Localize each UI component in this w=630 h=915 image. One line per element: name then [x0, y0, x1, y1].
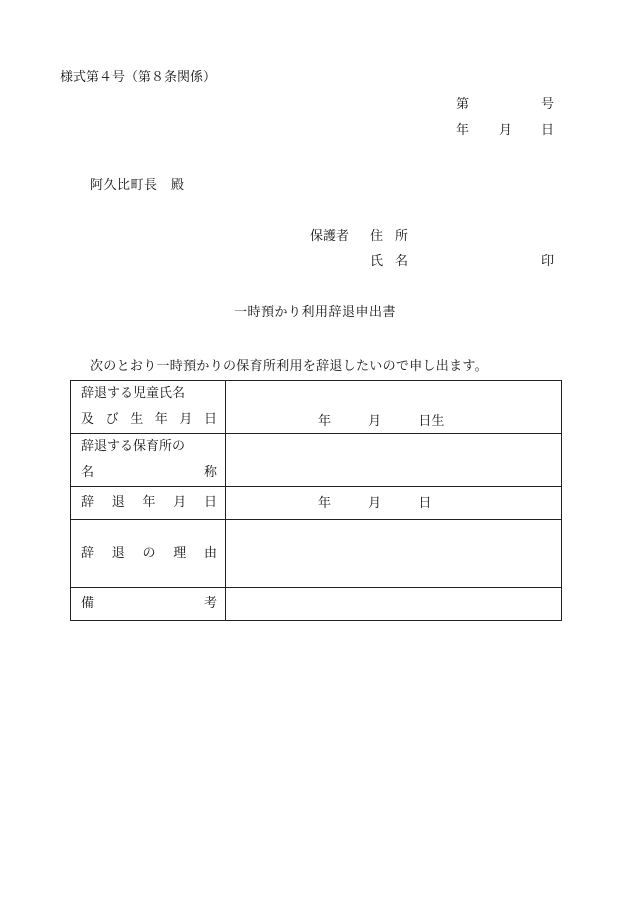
doc-number-suffix: 号	[541, 97, 555, 112]
label-line	[81, 407, 217, 433]
table-row-child-name	[71, 381, 562, 434]
label-char: 称	[203, 465, 217, 480]
name-label: 氏名	[370, 254, 421, 269]
guardian-label: 保護者	[310, 229, 350, 244]
submission-date-day: 日	[541, 123, 555, 138]
label-char: の	[142, 545, 156, 561]
withdrawal-date-line	[318, 496, 431, 512]
addressee: 阿久比町長 殿	[90, 178, 185, 193]
submission-date-month: 月	[499, 123, 513, 138]
form-number: 様式第４号（第８条関係）	[60, 70, 217, 85]
label-line	[81, 434, 217, 460]
submission-date-year: 年	[456, 123, 470, 138]
document-title: 一時預かり利用辞退申出書	[233, 305, 396, 320]
label-char: 理	[173, 545, 187, 561]
form-table	[70, 380, 562, 621]
seal-mark: 印	[541, 254, 555, 269]
month-label: 月	[368, 414, 382, 429]
birth-day-label: 日生	[418, 414, 445, 429]
doc-number-prefix: 第	[456, 97, 470, 112]
label-char: 退	[111, 495, 125, 510]
label-line	[81, 591, 217, 617]
label-char: 名	[81, 465, 95, 480]
table-row-remarks	[71, 588, 562, 621]
label-line	[81, 460, 217, 486]
label-char: 退	[111, 545, 125, 561]
label-char: 日	[203, 412, 217, 427]
label-char: 備	[81, 596, 95, 611]
label-child-name-birthdate	[71, 381, 226, 434]
label-char: 日	[203, 495, 217, 510]
label-withdrawal-date	[71, 487, 226, 520]
label-char: 辞	[81, 495, 95, 510]
label-char: 月	[179, 412, 193, 427]
label-char: 由	[203, 545, 217, 561]
label-line	[81, 381, 217, 407]
label-char: 月	[173, 495, 187, 510]
withdrawal-date-field[interactable]	[226, 487, 562, 520]
address-label: 住所	[370, 229, 421, 244]
table-row-withdrawal-date	[71, 487, 562, 520]
table-row-nursery-name	[71, 434, 562, 487]
label-char: 年	[142, 495, 156, 510]
day-label: 日	[418, 496, 432, 511]
label-nursery-name	[71, 434, 226, 487]
label-line	[81, 541, 217, 567]
label-line	[81, 490, 217, 516]
remarks-field[interactable]	[226, 588, 562, 621]
label-text: 辞退する児童氏名	[81, 386, 186, 401]
child-name-birthdate-field[interactable]	[226, 381, 562, 434]
label-char: 考	[203, 596, 217, 611]
label-char: び	[105, 412, 119, 427]
year-label: 年	[318, 496, 332, 511]
label-char: 年	[154, 412, 168, 427]
birthdate-line	[318, 414, 444, 430]
label-text: 辞退する保育所の	[81, 439, 186, 454]
label-char: 辞	[81, 545, 95, 561]
label-char: 及	[81, 412, 95, 427]
label-remarks	[71, 588, 226, 621]
table-row-reason	[71, 520, 562, 588]
nursery-name-field[interactable]	[226, 434, 562, 487]
label-char: 生	[130, 412, 144, 427]
reason-field[interactable]	[226, 520, 562, 588]
intro-text: 次のとおり一時預かりの保育所利用を辞退したいので申し出ます。	[90, 359, 488, 374]
year-label: 年	[318, 414, 332, 429]
label-reason	[71, 520, 226, 588]
month-label: 月	[368, 496, 382, 511]
